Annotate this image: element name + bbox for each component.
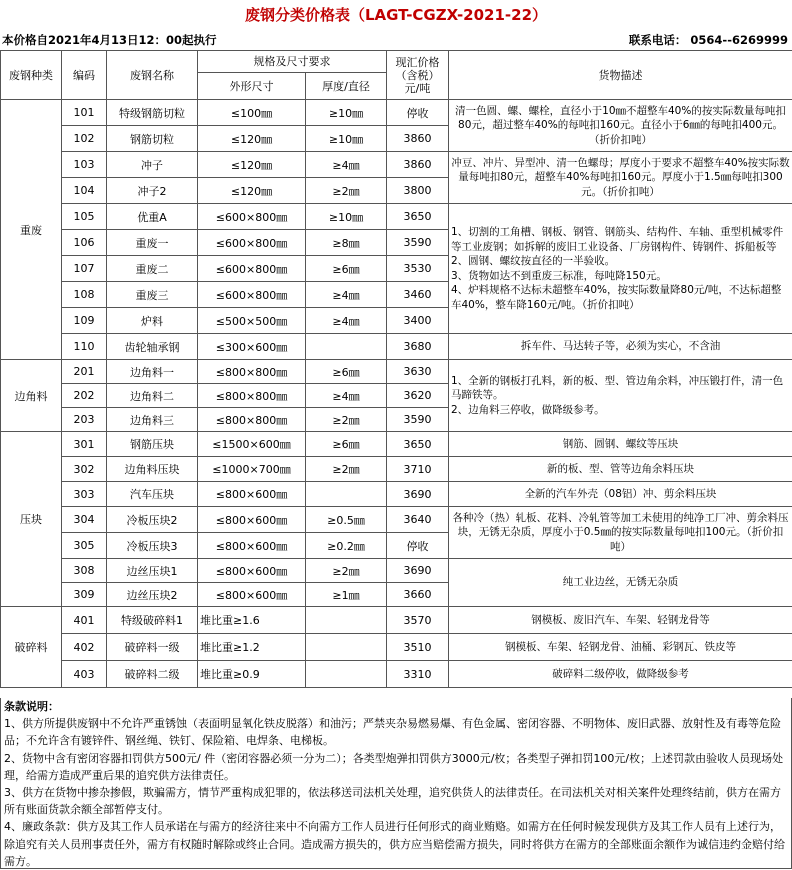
desc-304: 各种冷（热）轧板、花料、冷轧管等加工未使用的纯净工厂冲、剪余料压块，无锈无杂质，厚度小于0.5㎜的按实际数量每吨扣100元。（折价扣吨）	[449, 507, 792, 559]
row-price: 3860	[387, 152, 449, 178]
row-code: 101	[62, 100, 107, 126]
row-code: 104	[62, 178, 107, 204]
row-outer: ≤300×600㎜	[198, 334, 306, 360]
row-price: 3640	[387, 507, 449, 533]
row-thickness: ≥6㎜	[306, 256, 387, 282]
row-name: 边角料一	[107, 360, 198, 384]
header-price: 现汇价格（含税）元/吨	[387, 51, 449, 100]
row-price: 3860	[387, 126, 449, 152]
row-price: 3590	[387, 230, 449, 256]
header-code: 编码	[62, 51, 107, 100]
row-outer: ≤800×800㎜	[198, 360, 306, 384]
row-code: 103	[62, 152, 107, 178]
row-thickness	[306, 661, 387, 688]
row-code: 105	[62, 204, 107, 230]
row-thickness	[306, 334, 387, 360]
row-price: 停收	[387, 533, 449, 559]
row-outer: ≤100㎜	[198, 100, 306, 126]
row-price: 3660	[387, 583, 449, 607]
row-thickness: ≥10㎜	[306, 126, 387, 152]
row-name: 破碎料一级	[107, 634, 198, 661]
header-info	[0, 30, 792, 50]
row-outer: ≤1500×600㎜	[198, 432, 306, 457]
row-thickness	[306, 634, 387, 661]
row-price: 3690	[387, 559, 449, 583]
row-name: 冷板压块2	[107, 507, 198, 533]
row-thickness: ≥4㎜	[306, 152, 387, 178]
row-outer: ≤120㎜	[198, 126, 306, 152]
desc-402: 钢模板、车架、轻钢龙骨、油桶、彩钢瓦、铁皮等	[449, 634, 792, 661]
row-code: 309	[62, 583, 107, 607]
desc-403: 破碎料二级停收，做降级参考	[449, 661, 792, 688]
row-code: 107	[62, 256, 107, 282]
row-price: 3570	[387, 607, 449, 634]
category-edge: 边角料	[1, 360, 62, 432]
row-price: 3310	[387, 661, 449, 688]
desc-302: 新的板、型、管等边角余料压块	[449, 457, 792, 482]
row-code: 202	[62, 384, 107, 408]
row-code: 110	[62, 334, 107, 360]
header-spec-outer: 外形尺寸	[198, 73, 306, 100]
row-thickness: ≥4㎜	[306, 384, 387, 408]
header-spec-thickness: 厚度/直径	[306, 73, 387, 100]
contact-phone: 联系电话： 0564--6269999	[629, 30, 788, 50]
category-heavy: 重废	[1, 100, 62, 360]
row-outer: ≤500×500㎜	[198, 308, 306, 334]
row-outer: ≤600×800㎜	[198, 282, 306, 308]
row-code: 403	[62, 661, 107, 688]
row-price: 3650	[387, 204, 449, 230]
row-outer: 堆比重≥1.6	[198, 607, 306, 634]
row-price: 3630	[387, 360, 449, 384]
row-thickness: ≥2㎜	[306, 408, 387, 432]
terms-item-2: 2、货物中含有密闭容器扣罚供方500元/ 件（密闭容器必须一分为二）；各类型炮弹扣罚供方3000元/枚；各类型子弹扣罚100元/枚；上述罚款由验收人员现场处理，给需方造成严重后果的追究供方法律责任。	[4, 750, 788, 784]
desc-401: 钢模板、废旧汽车、车架、轻钢龙骨等	[449, 607, 792, 634]
row-code: 304	[62, 507, 107, 533]
row-thickness: ≥1㎜	[306, 583, 387, 607]
row-name: 冲子	[107, 152, 198, 178]
row-name: 特级破碎料1	[107, 607, 198, 634]
row-name: 重废三	[107, 282, 198, 308]
row-price: 3510	[387, 634, 449, 661]
row-thickness: ≥6㎜	[306, 432, 387, 457]
category-crushed: 破碎料	[1, 607, 62, 688]
row-price: 3650	[387, 432, 449, 457]
row-code: 109	[62, 308, 107, 334]
desc-110: 拆车件、马达转子等，必须为实心，不含油	[449, 334, 792, 360]
row-price: 3530	[387, 256, 449, 282]
row-price: 3800	[387, 178, 449, 204]
row-thickness: ≥4㎜	[306, 308, 387, 334]
terms-heading: 条款说明：	[4, 698, 788, 715]
row-code: 301	[62, 432, 107, 457]
row-name: 边角料三	[107, 408, 198, 432]
desc-103: 冲豆、冲片、异型冲、清一色螺母；厚度小于要求不超整车40%按实际数量每吨扣80元，超整车40%每吨扣160元。厚度小于1.5㎜每吨扣300元。（折价扣吨）	[449, 152, 792, 204]
desc-105: 1、切割的工角槽、钢板、钢管、钢筋头、结构件、车轴、重型机械零件等工业废钢；如拆解的废旧工业设备、厂房钢构件、铸钢件、拆船板等 2、圆钢、螺纹按直径的一半验收。 3、货物如达不到重废三标准，每吨降150元。 4、炉料规格不达标未超整车40%，按实际数量降80元/吨，不达标超整车40%，整车降160元/吨。（折价扣吨）	[449, 204, 792, 334]
row-price: 3460	[387, 282, 449, 308]
row-price: 3680	[387, 334, 449, 360]
row-price: 3690	[387, 482, 449, 507]
row-outer: 堆比重≥1.2	[198, 634, 306, 661]
row-thickness: ≥2㎜	[306, 178, 387, 204]
desc-101: 清一色圆、螺、螺栓，直径小于10㎜不超整车40%的按实际数量每吨扣80元，超过整车40%的每吨扣160元。直径小于6㎜的每吨扣400元。（折价扣吨）	[449, 100, 792, 152]
row-code: 302	[62, 457, 107, 482]
desc-308: 纯工业边丝，无锈无杂质	[449, 559, 792, 607]
effective-date-note: 本价格自2021年4月13日12：00起执行	[2, 30, 217, 50]
row-outer: ≤800×600㎜	[198, 583, 306, 607]
row-outer: ≤120㎜	[198, 152, 306, 178]
row-outer: ≤120㎜	[198, 178, 306, 204]
row-name: 特级钢筋切粒	[107, 100, 198, 126]
row-code: 106	[62, 230, 107, 256]
row-thickness: ≥0.2㎜	[306, 533, 387, 559]
row-code: 102	[62, 126, 107, 152]
row-name: 边角料二	[107, 384, 198, 408]
row-outer: ≤1000×700㎜	[198, 457, 306, 482]
row-outer: 堆比重≥0.9	[198, 661, 306, 688]
page-title: 废钢分类价格表（LAGT-CGZX-2021-22）	[0, 0, 792, 30]
row-name: 边丝压块1	[107, 559, 198, 583]
row-price: 3400	[387, 308, 449, 334]
row-code: 401	[62, 607, 107, 634]
row-thickness: ≥10㎜	[306, 204, 387, 230]
row-outer: ≤800×600㎜	[198, 507, 306, 533]
row-thickness	[306, 482, 387, 507]
header-name: 废钢名称	[107, 51, 198, 100]
desc-201: 1、全新的钢板打孔料，新的板、型、管边角余料，冲压锻打件，清一色马蹄铁等。 2、边角料三停收，做降级参考。	[449, 360, 792, 432]
row-price: 3620	[387, 384, 449, 408]
terms-item-1: 1、供方所提供废钢中不允许严重锈蚀（表面明显氧化铁皮脱落）和油污；严禁夹杂易燃易爆、有色金属、密闭容器、不明物体、废旧武器、放射性及有毒等危险品；不允许含有镀锌件、钢丝绳、铁钉、保险箱、电焊条、电梯板。	[4, 715, 788, 749]
row-name: 冲子2	[107, 178, 198, 204]
row-thickness: ≥2㎜	[306, 457, 387, 482]
row-code: 402	[62, 634, 107, 661]
row-name: 炉料	[107, 308, 198, 334]
header-desc: 货物描述	[449, 51, 792, 100]
row-outer: ≤800×800㎜	[198, 384, 306, 408]
row-thickness: ≥6㎜	[306, 360, 387, 384]
row-code: 305	[62, 533, 107, 559]
row-thickness: ≥0.5㎜	[306, 507, 387, 533]
terms-item-3: 3、供方在货物中掺杂掺假，欺骗需方，情节严重构成犯罪的，依法移送司法机关处理，追究供货人的法律责任。在司法机关对相关案件处理终结前，供方在需方所有账面货款余额全部暂停支付。	[4, 784, 788, 818]
row-code: 203	[62, 408, 107, 432]
terms-section	[0, 698, 792, 869]
row-thickness: ≥8㎜	[306, 230, 387, 256]
header-spec: 规格及尺寸要求	[198, 51, 387, 73]
row-price: 3710	[387, 457, 449, 482]
row-thickness: ≥2㎜	[306, 559, 387, 583]
row-code: 303	[62, 482, 107, 507]
row-name: 冷板压块3	[107, 533, 198, 559]
row-outer: ≤800×600㎜	[198, 559, 306, 583]
category-block: 压块	[1, 432, 62, 607]
row-code: 108	[62, 282, 107, 308]
row-name: 破碎料二级	[107, 661, 198, 688]
row-name: 齿轮轴承钢	[107, 334, 198, 360]
row-price: 3590	[387, 408, 449, 432]
row-name: 边角料压块	[107, 457, 198, 482]
row-thickness	[306, 607, 387, 634]
row-code: 201	[62, 360, 107, 384]
row-thickness: ≥10㎜	[306, 100, 387, 126]
row-outer: ≤800×800㎜	[198, 408, 306, 432]
row-outer: ≤800×600㎜	[198, 482, 306, 507]
row-name: 钢筋切粒	[107, 126, 198, 152]
row-name: 重废二	[107, 256, 198, 282]
row-thickness: ≥4㎜	[306, 282, 387, 308]
desc-303: 全新的汽车外壳（08铝）冲、剪余料压块	[449, 482, 792, 507]
price-table	[0, 50, 792, 688]
row-outer: ≤600×800㎜	[198, 230, 306, 256]
terms-item-4: 4、廉政条款：供方及其工作人员承诺在与需方的经济往来中不向需方工作人员进行任何形式的商业贿赂。如需方在任何时候发现供方及其工作人员有上述行为，除追究有关人员刑事责任外，需方有权随时解除或终止合同。造成需方损失的，供方应当赔偿需方损失，同时将供方在需方的全部账面余额作为诚信违约金赔付给需方。	[4, 818, 788, 870]
row-name: 汽车压块	[107, 482, 198, 507]
row-name: 边丝压块2	[107, 583, 198, 607]
header-category: 废钢种类	[1, 51, 62, 100]
row-outer: ≤800×600㎜	[198, 533, 306, 559]
desc-301: 钢筋、圆钢、螺纹等压块	[449, 432, 792, 457]
row-outer: ≤600×800㎜	[198, 256, 306, 282]
row-name: 重废一	[107, 230, 198, 256]
row-outer: ≤600×800㎜	[198, 204, 306, 230]
row-name: 钢筋压块	[107, 432, 198, 457]
row-code: 308	[62, 559, 107, 583]
row-name: 优重A	[107, 204, 198, 230]
row-price: 停收	[387, 100, 449, 126]
